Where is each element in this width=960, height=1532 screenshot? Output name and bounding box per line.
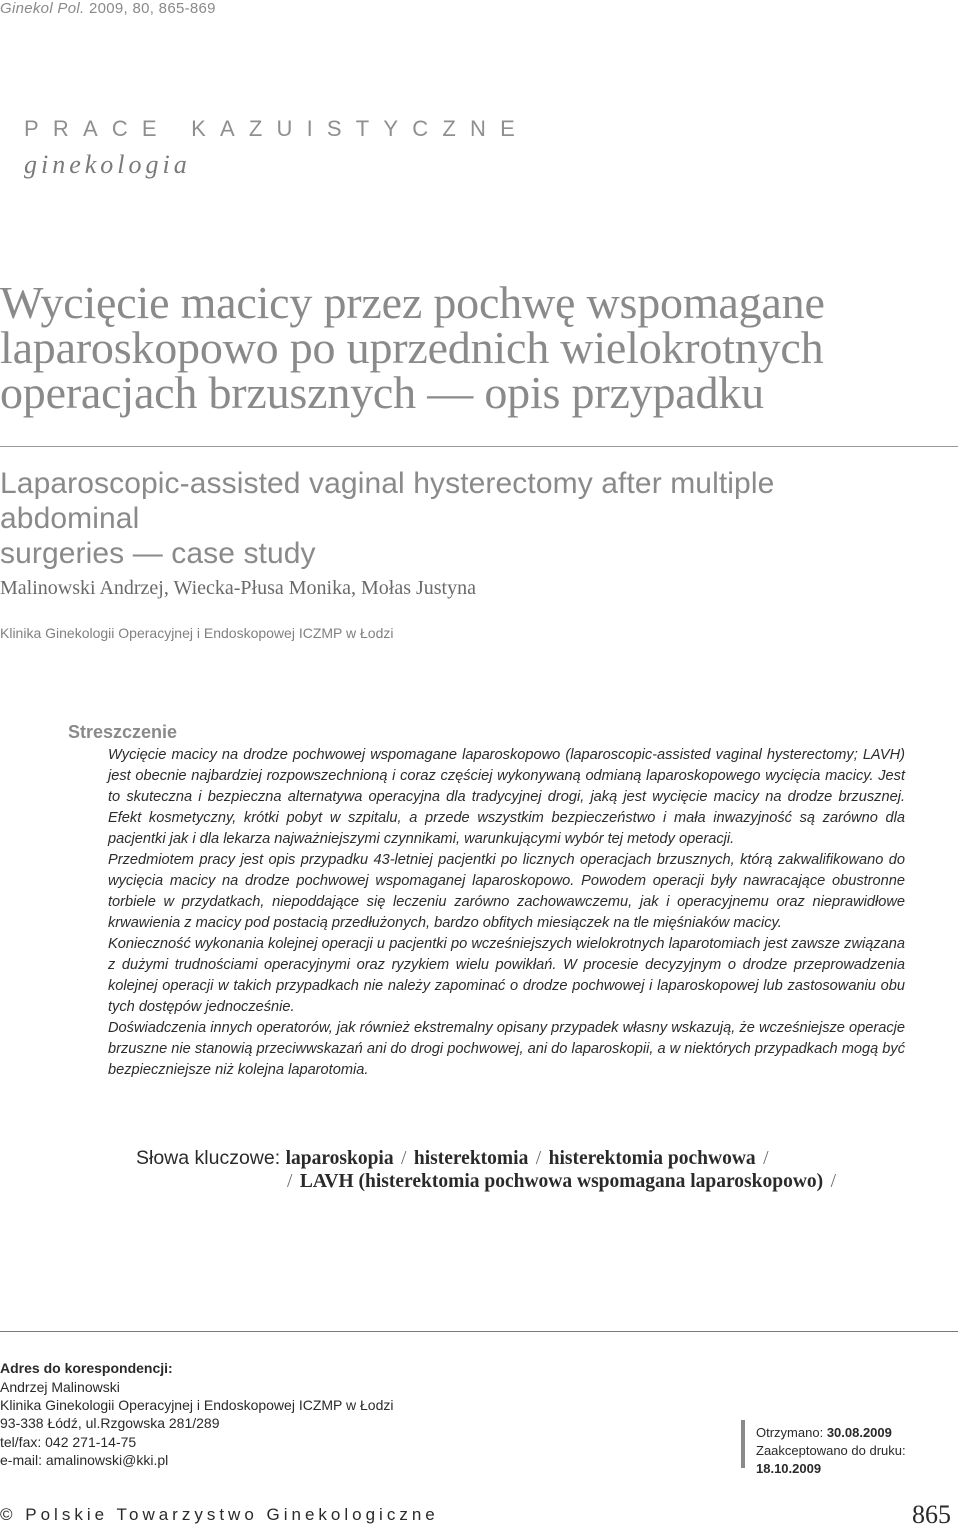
received-label: Otrzymano: bbox=[756, 1425, 824, 1440]
abstract-paragraph: Doświadczenia innych operatorów, jak również ekstremalny opisany przypadek własny wskazują, że wcześniejsze operacje brzuszne nie stanowią przeciwwskazań ani do drogi pochwowej, ani do laparoskopii, a w niektórych przypadkach mogą być bezpieczniejsze niż kolejna laparotomia. bbox=[108, 1020, 905, 1078]
title-polish bbox=[0, 277, 958, 418]
correspondence-heading: Adres do korespondencji: bbox=[0, 1360, 173, 1376]
subsection-label: ginekologia bbox=[24, 150, 191, 179]
correspondence-address bbox=[0, 1378, 393, 1469]
authors: Malinowski Andrzej, Wiecka-Płusa Monika, Mołas Justyna bbox=[0, 577, 476, 599]
title-english-line: surgeries — case study bbox=[0, 537, 316, 570]
journal-citation bbox=[0, 0, 216, 17]
section-label: PRACE KAZUISTYCZNE bbox=[24, 116, 529, 141]
accepted-date bbox=[756, 1442, 960, 1478]
keyword-separator: / bbox=[830, 1171, 836, 1192]
footer-society bbox=[0, 1505, 439, 1525]
keywords-line-1 bbox=[136, 1147, 771, 1170]
title-polish-line: Wycięcie macicy przez pochwę wspomagane bbox=[0, 277, 825, 328]
received-date bbox=[756, 1424, 960, 1442]
keyword-separator: / bbox=[535, 1148, 542, 1169]
keywords-label: Słowa kluczowe: bbox=[136, 1147, 281, 1169]
abstract-paragraph: Przedmiotem pracy jest opis przypadku 43-letniej pacjentki po licznych operacjach brzusznych, którą zakwalifikowano do wycięcia macicy na drodze pochwowej wspomaganej laparoskopowo. Powodem operacji były nawracające obustronne torbiele w przydatkach, niepoddające się leczeniu zarówno zachowawczemu, jak i operacyjnemu oraz nieprawidłowe krwawienia z macicy pod postacią przedłużonych, bardzo obfitych miesiączek na tle mięśniaków macicy. bbox=[108, 852, 905, 931]
keyword-separator: / bbox=[763, 1148, 769, 1169]
abstract-paragraph: Wycięcie macicy na drodze pochwowej wspomagane laparoskopowo (laparoscopic-assisted vaginal hysterectomy; LAVH) jest obecnie najbardziej rozpowszechnioną i coraz częściej wykonywaną odmianą laparoskopowego wycięcia macicy. Jest to skuteczna i bezpieczna alternatywa operacyjna dla tradycyjnej drogi, jaką jest wycięcie macicy na drodze brzusznej. Efekt kosmetyczny, krótki pobyt w szpitalu, a przede wszystkim bezpieczeństwo i mała inwazyjność są zarówno dla pacjentki jak i dla lekarza najważniejszymi czynnikami, warunkującymi wybór tej metody operacji. bbox=[108, 747, 905, 847]
keyword: laparoskopia bbox=[285, 1148, 394, 1169]
keyword: histerektomia bbox=[413, 1148, 529, 1169]
accepted-value: 18.10.2009 bbox=[756, 1461, 822, 1476]
accepted-label: Zaakceptowano do druku: bbox=[756, 1443, 906, 1458]
keyword-separator: / bbox=[287, 1171, 293, 1192]
affiliation: Klinika Ginekologii Operacyjnej i Endoskopowej ICZMP w Łodzi bbox=[0, 625, 394, 641]
title-divider bbox=[0, 446, 958, 447]
society-name: Polskie Towarzystwo Ginekologiczne bbox=[25, 1505, 439, 1524]
keyword: LAVH (histerektomia pochwowa wspomagana laparoskopowo) bbox=[299, 1171, 824, 1192]
title-polish-line: operacjach brzusznych — opis przypadku bbox=[0, 367, 764, 418]
title-english bbox=[0, 466, 920, 571]
keyword: histerektomia pochwowa bbox=[548, 1148, 756, 1169]
dates-block bbox=[756, 1424, 960, 1478]
correspondence-line: 93-338 Łódź, ul.Rzgowska 281/289 bbox=[0, 1415, 220, 1432]
copyright-icon: © bbox=[0, 1505, 17, 1524]
abstract-paragraph: Konieczność wykonania kolejnej operacji u pacjentki po wcześniejszych wielokrotnych laparotomiach jest zawsze związana z dużymi trudnościami operacyjnymi oraz ryzykiem wielu powikłań. W procesie decyzyjnym o drodze przeprowadzenia kolejnej operacji w takich przypadkach nie należy zapominać o drodze pochwowej i laparoskopowej lub zastosowaniu obu tych dostępów jednocześnie. bbox=[108, 936, 905, 1015]
title-english-line: Laparoscopic-assisted vaginal hysterectomy after multiple abdominal bbox=[0, 467, 775, 535]
keywords-line-2 bbox=[285, 1170, 838, 1193]
abstract-body bbox=[108, 745, 905, 1081]
journal-volume-pages: 2009, 80, 865-869 bbox=[88, 0, 216, 17]
received-value: 30.08.2009 bbox=[826, 1425, 892, 1440]
page-number: 865 bbox=[912, 1500, 951, 1529]
correspondence-line: Klinika Ginekologii Operacyjnej i Endoskopowej ICZMP w Łodzi bbox=[0, 1397, 394, 1414]
dates-bar bbox=[741, 1420, 745, 1468]
correspondence-line: tel/fax: 042 271-14-75 bbox=[0, 1433, 137, 1450]
title-polish-line: laparoskopowo po uprzednich wielokrotnych bbox=[0, 322, 824, 373]
correspondence-divider bbox=[0, 1331, 958, 1332]
abstract-heading: Streszczenie bbox=[68, 722, 178, 742]
correspondence-line: Andrzej Malinowski bbox=[0, 1379, 120, 1395]
keyword-separator: / bbox=[401, 1148, 407, 1169]
correspondence-email: e-mail: amalinowski@kki.pl bbox=[0, 1451, 169, 1468]
journal-name: Ginekol Pol. bbox=[0, 0, 85, 17]
